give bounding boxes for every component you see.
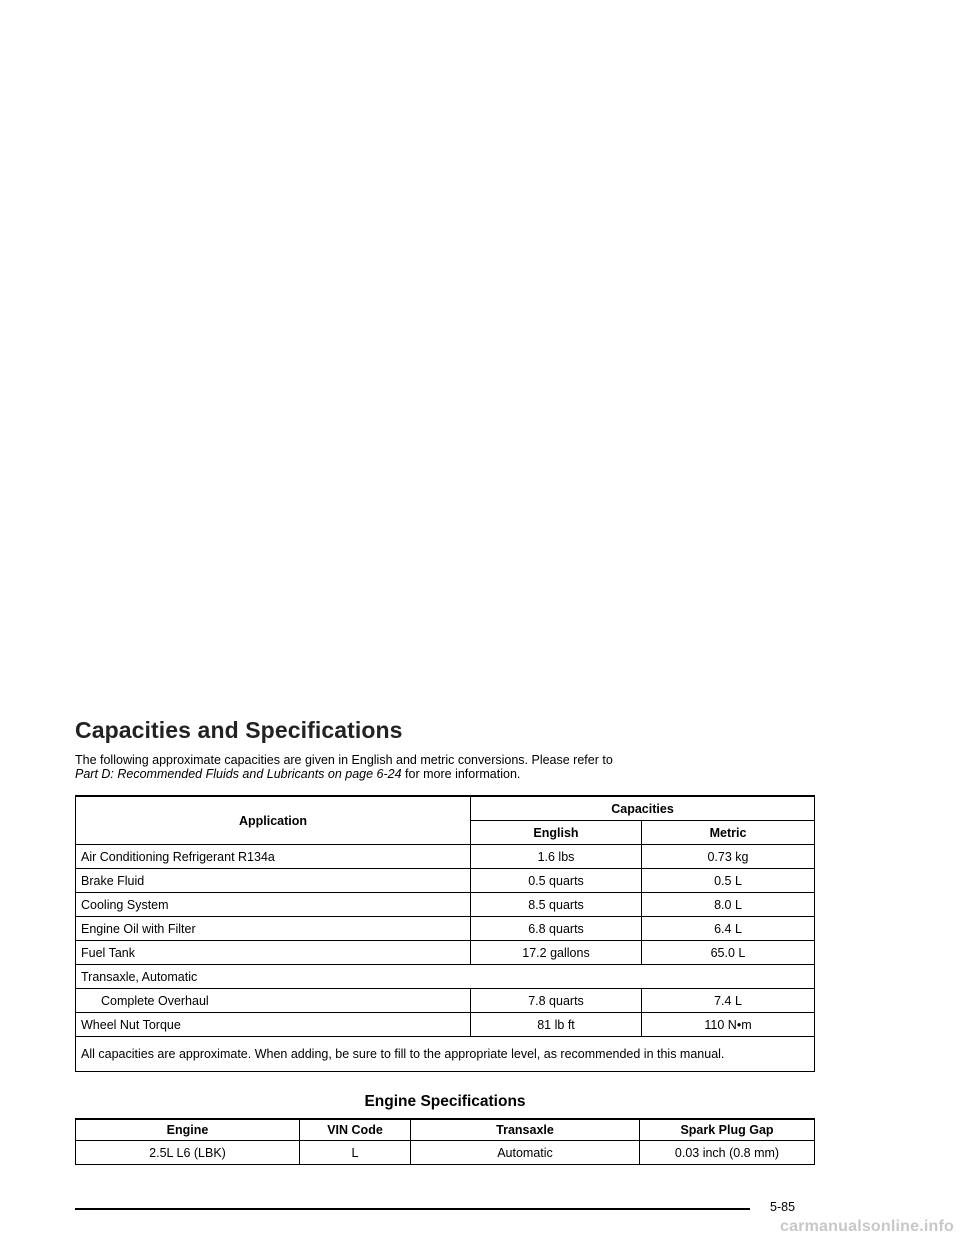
header-transaxle: Transaxle (411, 1119, 640, 1141)
table-row (76, 965, 815, 989)
header-application: Application (76, 796, 471, 845)
table-row (76, 989, 815, 1013)
intro-reference-link[interactable]: Part D: Recommended Fluids and Lubricants on page 6-24 (75, 767, 402, 781)
cell-metric: 8.0 L (642, 893, 815, 917)
table-row (76, 869, 815, 893)
cell-metric: 0.5 L (642, 869, 815, 893)
cell-vin-code: L (300, 1141, 411, 1165)
cell-transaxle: Automatic (411, 1141, 640, 1165)
cell-metric: 7.4 L (642, 989, 815, 1013)
header-engine: Engine (76, 1119, 300, 1141)
cell-application: Brake Fluid (76, 869, 471, 893)
table-row (76, 941, 815, 965)
cell-spark-plug-gap: 0.03 inch (0.8 mm) (640, 1141, 815, 1165)
header-english: English (471, 821, 642, 845)
page-content (75, 715, 815, 1165)
intro-text-end: for more information. (401, 767, 521, 781)
table-row (76, 1141, 815, 1165)
table-row (76, 1013, 815, 1037)
cell-english: 0.5 quarts (471, 869, 642, 893)
cell-english: 1.6 lbs (471, 845, 642, 869)
cell-metric: 0.73 kg (642, 845, 815, 869)
capacities-table (75, 795, 815, 1072)
cell-metric: 6.4 L (642, 917, 815, 941)
cell-metric: 65.0 L (642, 941, 815, 965)
cell-application: Engine Oil with Filter (76, 917, 471, 941)
header-spark-plug-gap: Spark Plug Gap (640, 1119, 815, 1141)
watermark: carmanualsonline.info (780, 1218, 955, 1235)
engine-specifications-table (75, 1118, 815, 1165)
cell-metric: 110 N•m (642, 1013, 815, 1037)
cell-engine: 2.5L L6 (LBK) (76, 1141, 300, 1165)
page-number: 5-85 (770, 1200, 796, 1214)
cell-application: Fuel Tank (76, 941, 471, 965)
cell-english: 17.2 gallons (471, 941, 642, 965)
cell-application: Complete Overhaul (76, 989, 471, 1013)
intro-paragraph (75, 753, 815, 781)
table-row (76, 845, 815, 869)
footer-rule (75, 1208, 750, 1210)
cell-english: 6.8 quarts (471, 917, 642, 941)
cell-application: Air Conditioning Refrigerant R134a (76, 845, 471, 869)
cell-application-group: Transaxle, Automatic (76, 965, 815, 989)
table-row (76, 1037, 815, 1072)
header-vin-code: VIN Code (300, 1119, 411, 1141)
cell-english: 81 lb ft (471, 1013, 642, 1037)
capacities-note: All capacities are approximate. When adding, be sure to fill to the appropriate level, as recommended in this manual. (76, 1037, 815, 1072)
cell-english: 7.8 quarts (471, 989, 642, 1013)
intro-text: The following approximate capacities are given in English and metric conversions. Please refer to (75, 753, 613, 767)
cell-application: Cooling System (76, 893, 471, 917)
page-title: Capacities and Specifications (75, 717, 403, 743)
engine-specifications-title: Engine Specifications (364, 1093, 526, 1110)
table-row (76, 917, 815, 941)
cell-application: Wheel Nut Torque (76, 1013, 471, 1037)
header-capacities: Capacities (471, 796, 815, 821)
table-row (76, 893, 815, 917)
cell-english: 8.5 quarts (471, 893, 642, 917)
header-metric: Metric (642, 821, 815, 845)
